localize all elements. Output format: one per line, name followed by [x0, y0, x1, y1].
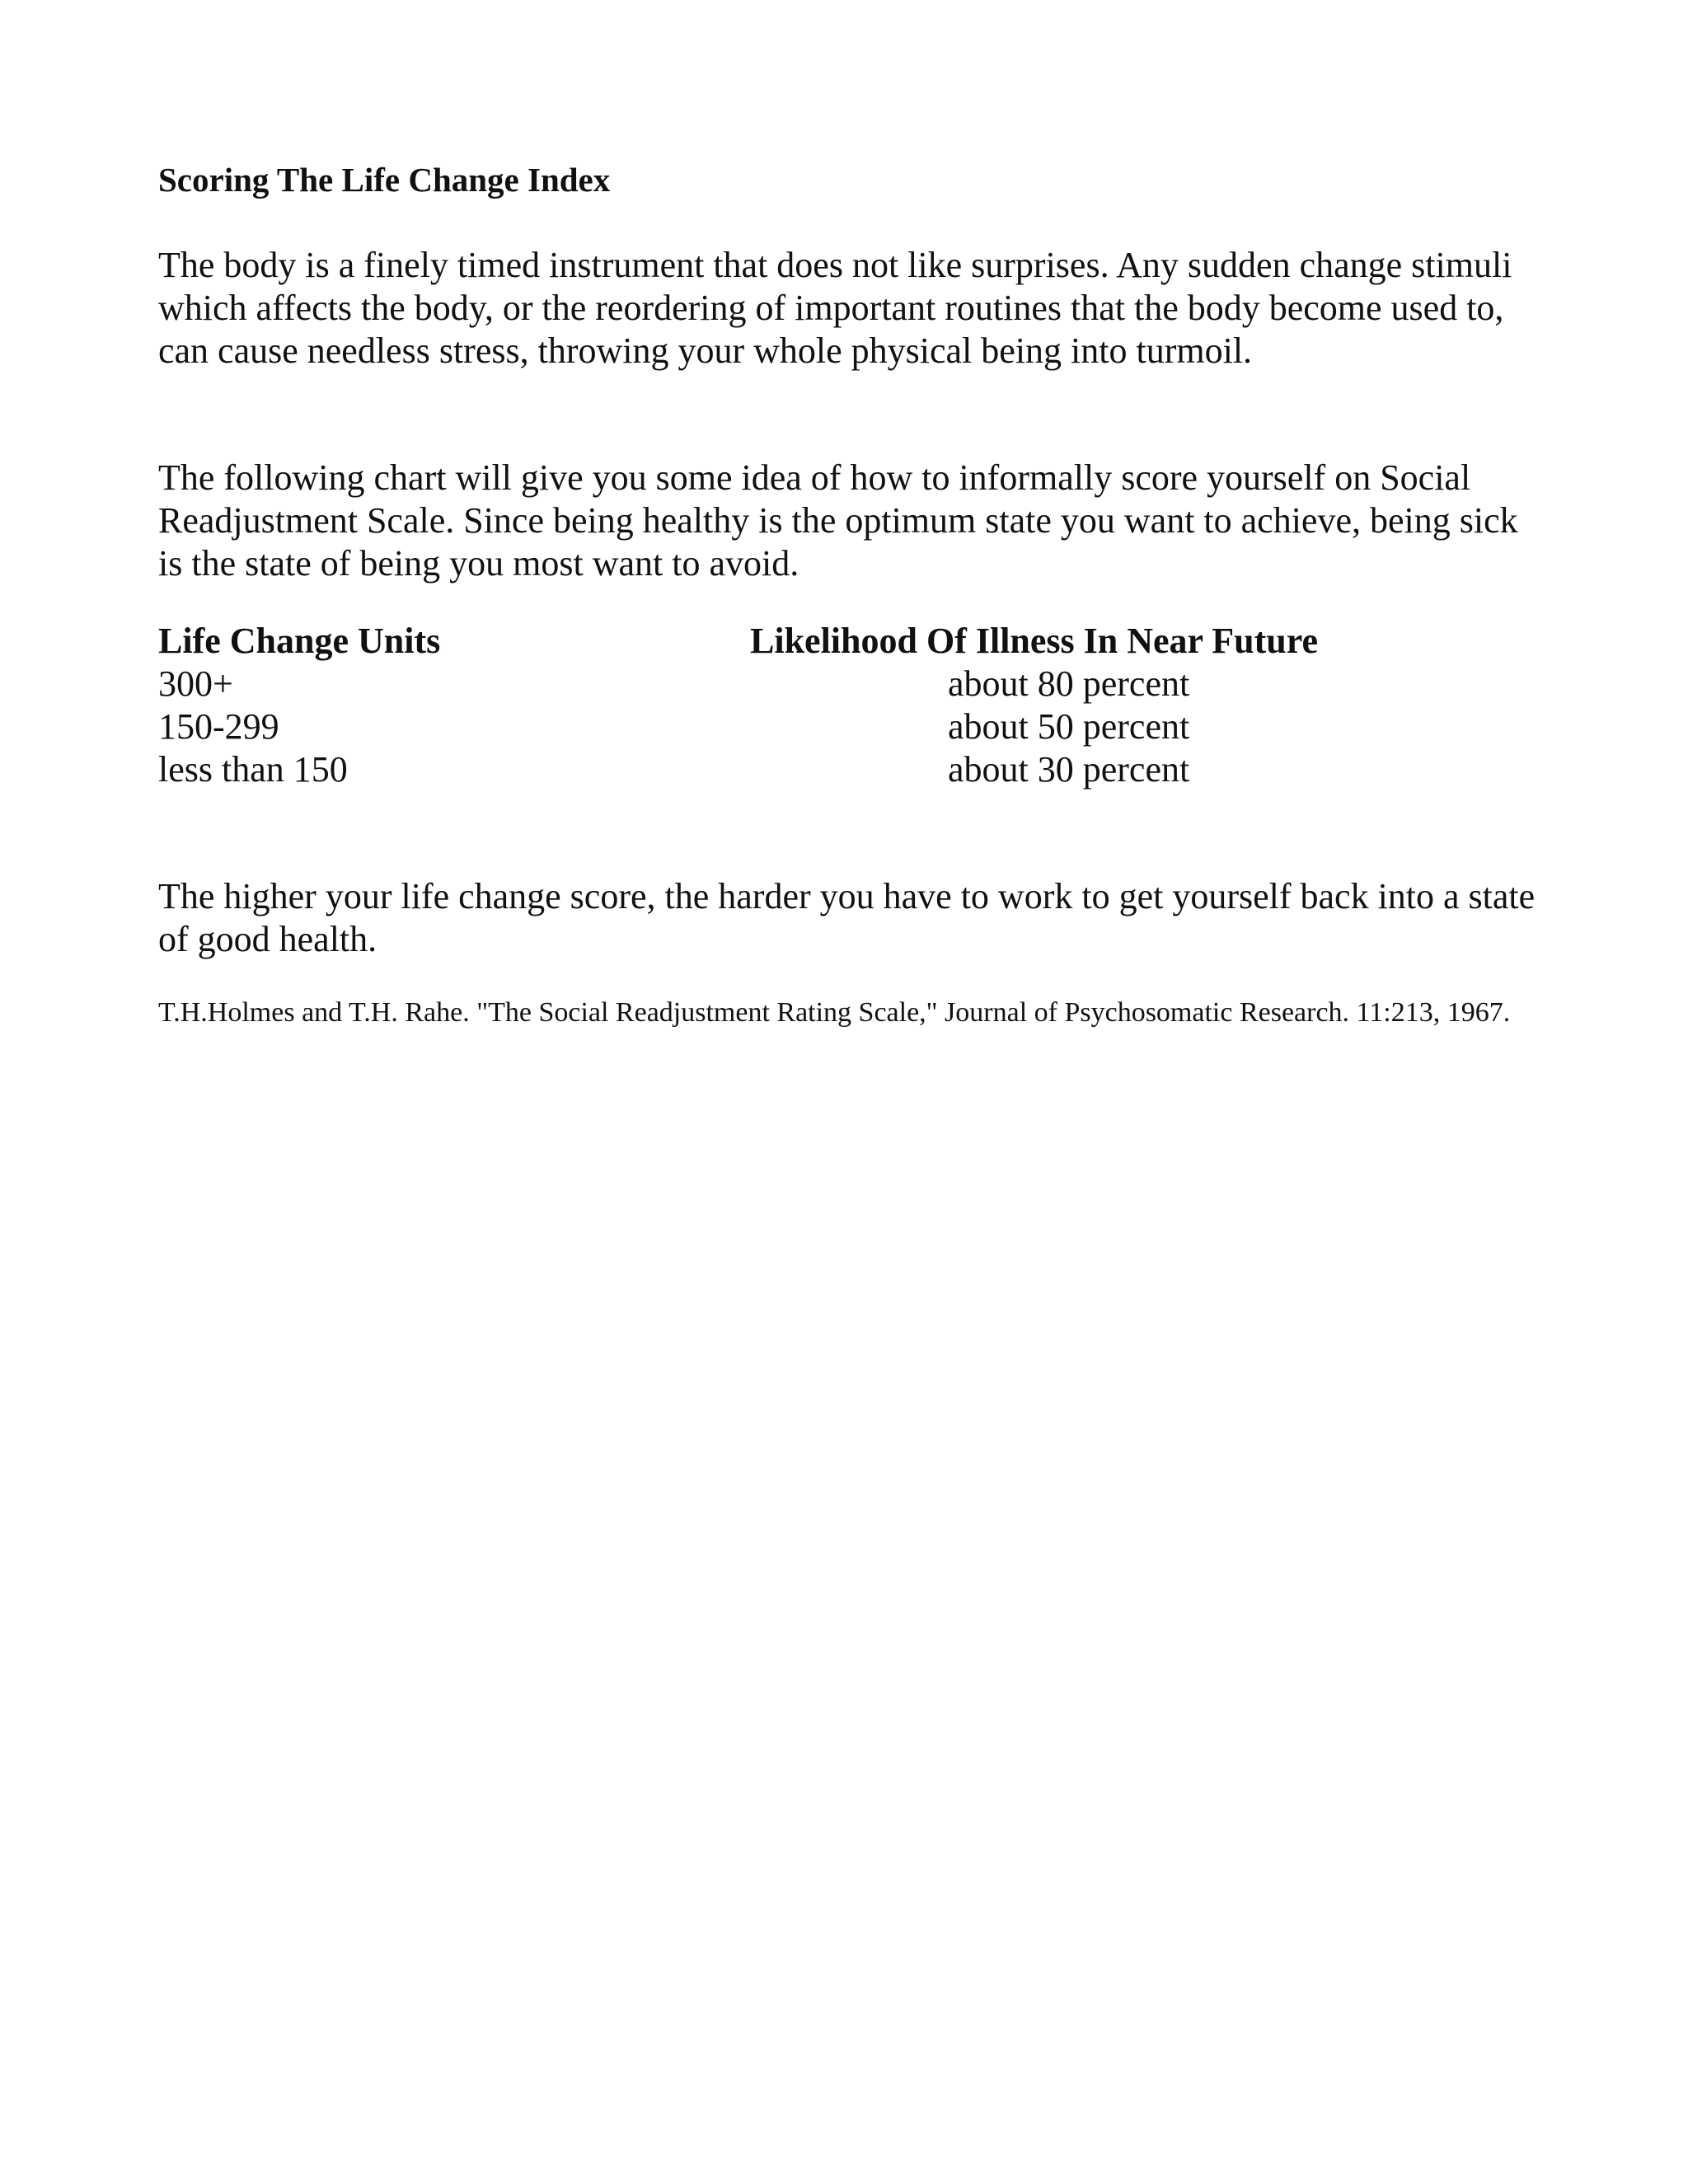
- cell-likelihood: about 80 percent: [948, 663, 1190, 704]
- header-likelihood-of-illness: Likelihood Of Illness In Near Future: [750, 621, 1319, 661]
- header-life-change-units: Life Change Units: [158, 621, 441, 661]
- cell-units: less than 150: [158, 749, 348, 790]
- table-row: [158, 663, 1559, 705]
- chart-explanation-paragraph: The following chart will give you some idea of how to informally score yourself on Social Readjustment Scale. Since being healthy is the optimum state you want to achieve, being sick is the state of being you most want to avoid.: [158, 457, 1518, 583]
- cell-likelihood: about 30 percent: [948, 749, 1190, 790]
- cell-units: 150-299: [158, 706, 279, 747]
- conclusion-paragraph: The higher your life change score, the harder you have to work to get yourself back into a state of good health.: [158, 876, 1536, 959]
- table-header-row: [158, 620, 1559, 663]
- citation: T.H.Holmes and T.H. Rahe. "The Social Readjustment Rating Scale," Journal of Psychosomatic Research. 11:213, 1967.: [158, 997, 1511, 1028]
- intro-paragraph: The body is a finely timed instrument that does not like surprises. Any sudden change stimuli which affects the body, or the reordering of important routines that the body become used to, can cause needless stress, throwing your whole physical being into turmoil.: [158, 245, 1512, 371]
- life-change-table: [158, 620, 1559, 791]
- cell-likelihood: about 50 percent: [948, 706, 1190, 747]
- table-row: [158, 705, 1559, 748]
- table-row: [158, 748, 1559, 791]
- cell-units: 300+: [158, 663, 233, 704]
- page-title: Scoring The Life Change Index: [158, 161, 611, 199]
